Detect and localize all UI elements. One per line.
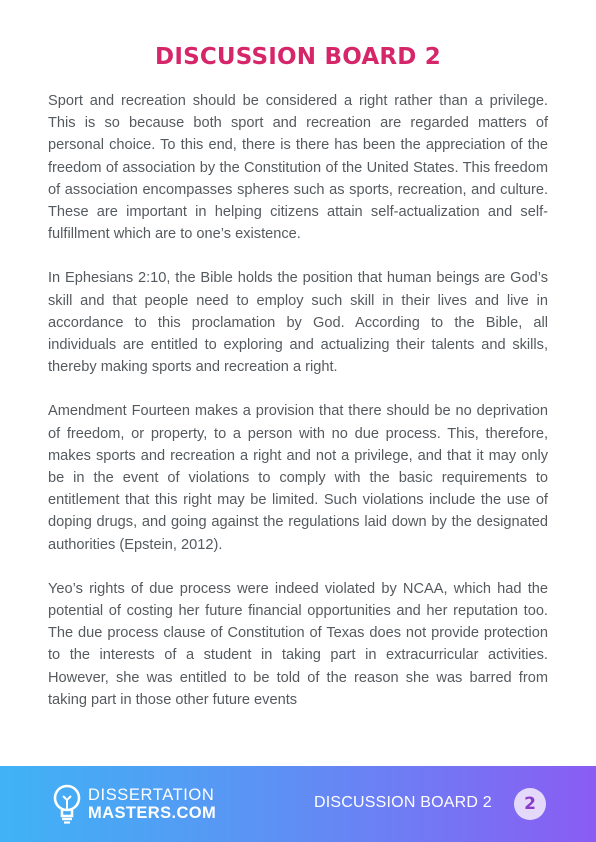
page-title: DISCUSSION BOARD 2 — [155, 44, 441, 70]
paragraph-1: Sport and recreation should be considered a right rather than a privilege. This is so because both sport and recreation are regarded matters of personal choice. To this end, there is there has been the appreciation of the freedom of association by the Constitution of the United States. This freedom of association encompasses spheres such as sports, recreation, and culture. These are important in helping citizens attain self-actualization and self-fulfillment which are to one’s existence. — [48, 93, 548, 243]
page-number-badge: 2 — [514, 788, 546, 820]
document-body — [48, 90, 548, 733]
logo-wordmark — [88, 786, 216, 822]
paragraph-3: Amendment Fourteen makes a provision that there should be no deprivation of freedom, or property, to a person with no due process. This, therefore, makes sports and recreation a right and not a privilege, and that it may only be in the event of violations to comply with the basic requirements to entitlement that this right may be limited. Such violations include the use of doping drugs, and going against the regulations laid down by the designated authorities (Epstein, 2012). — [48, 403, 548, 553]
paragraph-2: In Ephesians 2:10, the Bible holds the position that human beings are God’s skill and that people need to employ such skill in their lives and live in accordance to this proclamation by God. According to the Bible, all individuals are entitled to exploring and actualizing their talents and skills, thereby making sports and recreation a right. — [48, 270, 548, 376]
page-footer — [0, 766, 596, 842]
footer-document-label: DISCUSSION BOARD 2 — [314, 794, 492, 811]
brand-logo — [52, 780, 216, 828]
logo-line-dissertation: DISSERTATION — [88, 786, 215, 804]
lightbulb-icon — [52, 783, 82, 825]
paragraph-4: Yeo’s rights of due process were indeed violated by NCAA, which had the potential of costing her future financial opportunities and her reputation too. The due process clause of Constitution of Texas does not provide protection to the interests of a student in taking part in extracurricular activities. However, she was entitled to be told of the reason she was barred from taking part in those other future events — [48, 580, 548, 708]
logo-line-masters: MASTERS.COM — [88, 804, 217, 822]
